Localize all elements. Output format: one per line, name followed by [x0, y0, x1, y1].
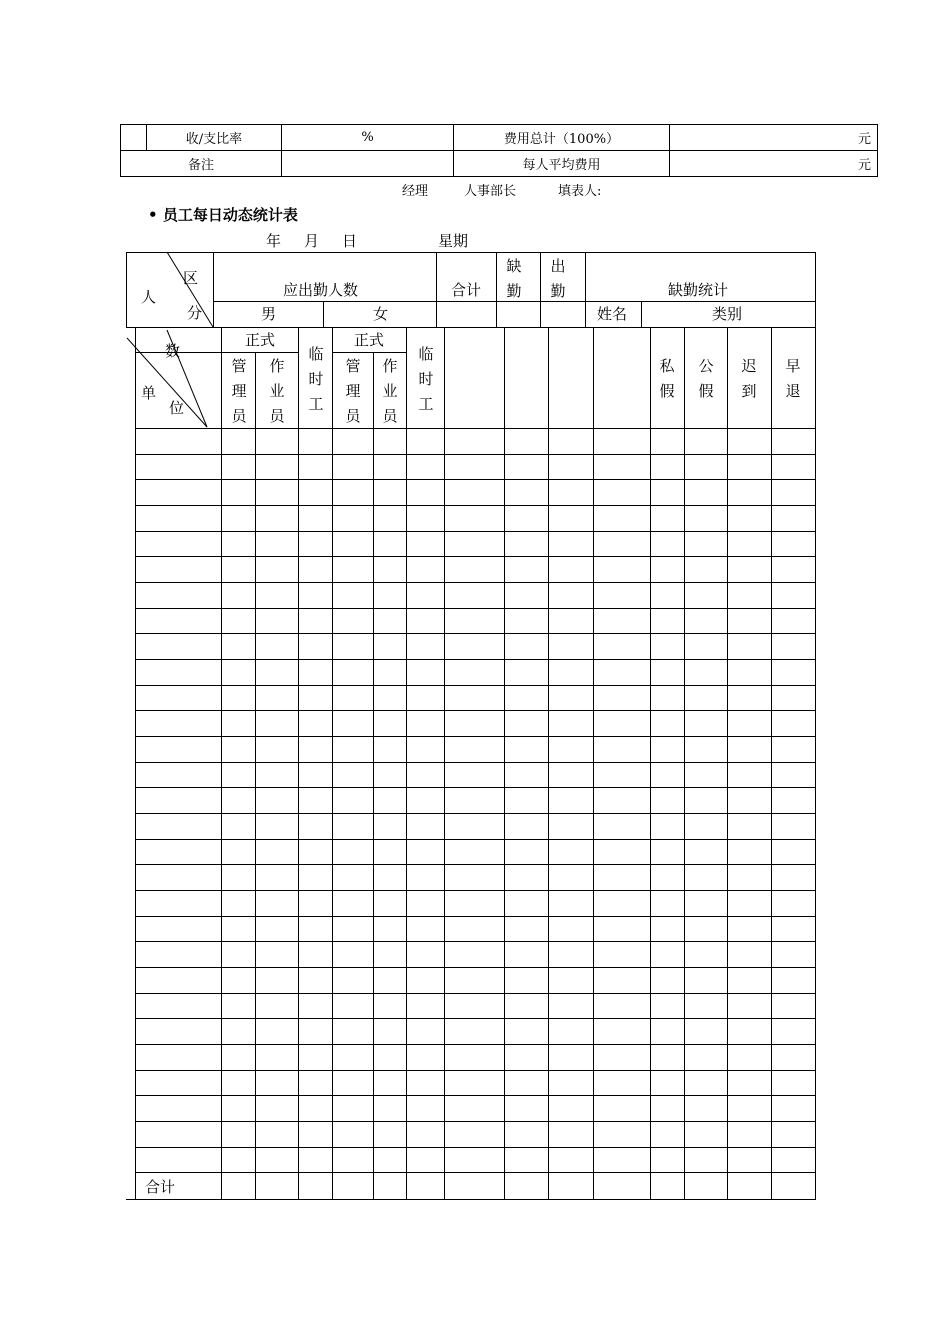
hdr-absent: 缺 勤	[506, 257, 522, 300]
hdr-manager-2: 管 理 员	[345, 357, 361, 425]
avg-cost-unit: 元	[670, 151, 878, 177]
hdr-formal-1: 正式	[245, 331, 276, 349]
hdr-temp-2: 临 时 工	[418, 345, 434, 413]
hdr-late: 迟 到	[741, 357, 757, 400]
hdr-worker-2: 作 业 员	[382, 357, 398, 425]
date-day: 日	[342, 232, 358, 250]
section-title-text: 员工每日动态统计表	[162, 206, 298, 224]
footer-total-label: 合计	[145, 1178, 176, 1196]
hdr-dan: 单	[141, 384, 157, 402]
hdr-temp-1: 临 时 工	[308, 345, 324, 413]
hdr-fen: 分	[187, 304, 203, 322]
hdr-present: 出 勤	[550, 257, 566, 300]
total-cost-label: 费用总计（100%）	[454, 125, 670, 151]
avg-cost-label: 每人平均费用	[454, 151, 670, 177]
hdr-personal-leave: 私 假	[659, 357, 675, 400]
hdr-early-leave: 早 退	[785, 357, 801, 400]
sig-manager: 经理	[402, 184, 429, 199]
hdr-worker-1: 作 业 员	[269, 357, 285, 425]
hdr-wei: 位	[169, 399, 185, 417]
ratio-unit: %	[282, 125, 454, 151]
sig-filler: 填表人:	[558, 184, 602, 199]
sig-hr-head: 人事部长	[464, 184, 517, 199]
remark-label: 备注	[121, 151, 282, 177]
hdr-total: 合计	[451, 281, 482, 299]
bullet-icon: •	[148, 206, 158, 224]
hdr-manager-1: 管 理 员	[231, 357, 247, 425]
hdr-female: 女	[373, 305, 389, 323]
hdr-category: 类别	[712, 305, 743, 323]
hdr-official-leave: 公 假	[698, 357, 714, 400]
hdr-should-attend: 应出勤人数	[283, 281, 359, 299]
hdr-absence-stats: 缺勤统计	[668, 281, 729, 299]
total-cost-unit: 元	[670, 125, 878, 151]
hdr-name: 姓名	[597, 305, 628, 323]
hdr-ren: 人	[141, 288, 157, 306]
ratio-label: 收/支比率	[147, 125, 282, 151]
date-month: 月	[304, 232, 320, 250]
date-year: 年	[266, 232, 282, 250]
hdr-male: 男	[261, 305, 277, 323]
hdr-shu: 数	[165, 342, 181, 360]
hdr-qu: 区	[183, 269, 199, 287]
date-weekday: 星期	[438, 232, 469, 250]
hdr-formal-2: 正式	[354, 331, 385, 349]
